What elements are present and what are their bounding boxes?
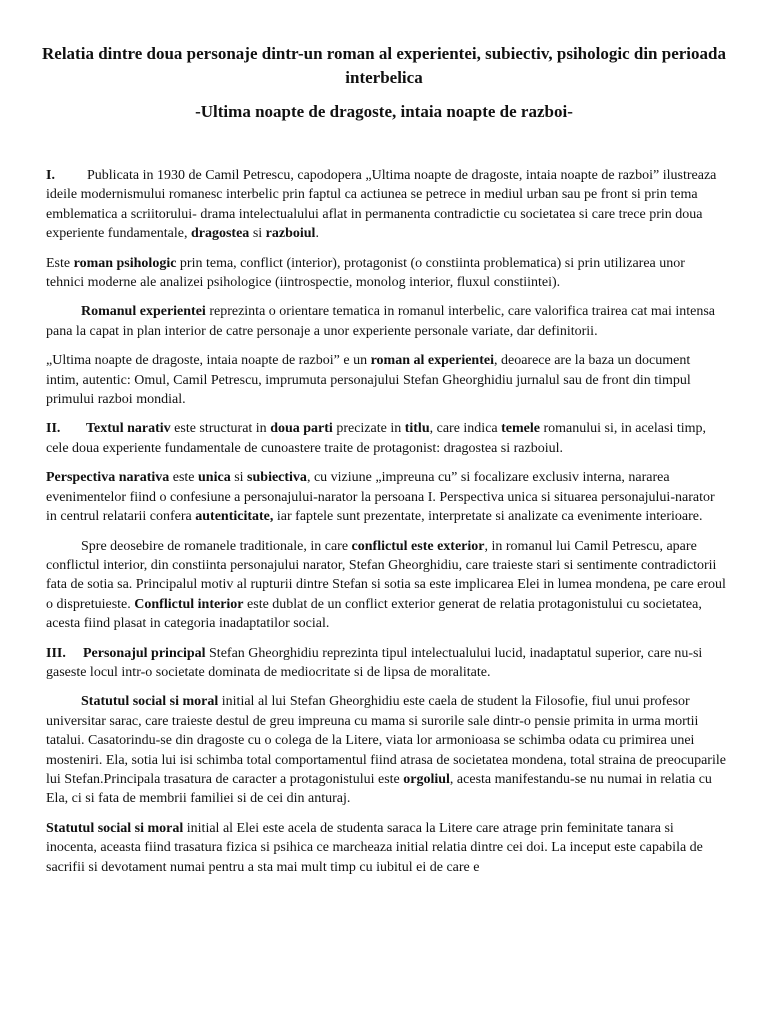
section-number: III. [46,645,66,661]
paragraph-narrative-structure: II. Textul narativ este structurat in doua parti precizate in titlu, care indica temele romanului si, in acelasi timp, cele doua experiente fundamentale de cunoastere traite de protagonist: dragostea si razboiul. [46,421,707,456]
document-subtitle: -Ultima noapte de dragoste, intaia noapte de razboi- [195,102,573,121]
paragraph-perspective: Perspectiva narativa este unica si subiectiva, cu viziune „impreuna cu” si focalizare exclusiv interna, nararea evenimentelor fiind o confesiune a personajului-narator la persoana I. Perspectiva unica si situarea personajului-narator in centrul relatarii confera autenticitate, iar faptele sunt prezentate, interpretate si analizate ca evenimente interioare. [46,470,715,525]
paragraph-document: „Ultima noapte de dragoste, intaia noapte de razboi” e un roman al experientei, deoarece are la baza un document intim, autentic: Omul, Camil Petrescu, imprumuta personajului Stefan Gheorghidiu jurnalul sau de front din timpul primului razboi mondial. [46,353,691,408]
section-number: II. [46,421,61,437]
section-number: I. [46,168,55,183]
paragraph-conflict: Spre deosebire de romanele traditionale, in care conflictul este exterior, in romanul lui Camil Petrescu, apare conflictul interior, din constiinta personajului narator, Stefan Gheorghidiu, care traieste stari si sentimente contradictorii fata de sotia sa. Principalul motiv al rupturii dintre Stefan si sotia sa este implicarea Elei in lumea mondena, pe care eroul o dispretuieste. Conflictul interior este dublat de un conflict exterior generat de relatia protagonistului cu societatea, acesta fiind plasat in categoria inadaptatilor social. [46,538,726,632]
paragraph-experience-novel: Romanul experientei reprezinta o orientare tematica in romanul interbelic, care valorifica trairea cat mai intensa pana la capat in plan interior de catre personaje a unor experiente personale variate, dar definitorii. [46,304,716,339]
paragraph-main-character: III. Personajul principal Stefan Gheorghidiu reprezinta tipul intelectualului lucid, inadaptatul superior, care nu-si gaseste locul intr-o societate dominata de mediocritate si de lipsa de moralitate. [46,645,703,680]
paragraph-ela-status: Statutul social si moral initial al Elei este acela de studenta saraca la Litere care atrage prin feminitate tanara si inocenta, aceasta fiind trasatura fizica si psihica ce marcheaza initial relatia dintre cei doi. La inceput este capabila de sacrifii si devotament numai pentru a sta mai mult timp cu iubitul ei de care e [46,820,703,875]
paragraph-intro: I. Publicata in 1930 de Camil Petrescu, capodopera „Ultima noapte de dragoste, intaia noapte de razboi” ilustreaza ideile modernismului romanesc interbelic prin faptul ca actiunea se petrece in mediul urban sau pe front si prin tema emblematica a scriitorului- drama intelectualului aflat in permanenta contradictie cu societatea si care trece prin doua experiente fundamentale, dragostea si razboiul. [46,168,717,242]
document-body [46,166,726,887]
document-title: Relatia dintre doua personaje dintr-un roman al experientei, subiectiv, psihologic din perioada interbelica [42,44,726,87]
paragraph-psychological-novel: Este roman psihologic prin tema, conflict (interior), protagonist (o constiinta problematica) si prin utilizarea unor tehnici moderne ale analizei psihologice (iintrospectie, monolog interior, fluxul constiintei). [46,255,685,291]
paragraph-stefan-status: Statutul social si moral initial al lui Stefan Gheorghidiu este caela de student la Filosofie, fiul unui profesor universitar sarac, care traieste destul de greu impreuna cu mama si surorile sale dintr-o pensie primita in urma mortii tatalui. Casatorindu-se din dragoste cu o colega de la Litere, viata lor armonioasa se schimba odata cu primirea unei mosteniri. Ela, sotia lui isi schimba total comportamentul fiind atrasa de societatea mondena, total straina de preocuparile lui Stefan.Principala trasatura de caracter a protagonistului este orgoliul, acesta manifestandu-se nu numai in relatia cu Ela, ci si fata de membrii familiei si de cei din anturaj. [46,694,726,807]
